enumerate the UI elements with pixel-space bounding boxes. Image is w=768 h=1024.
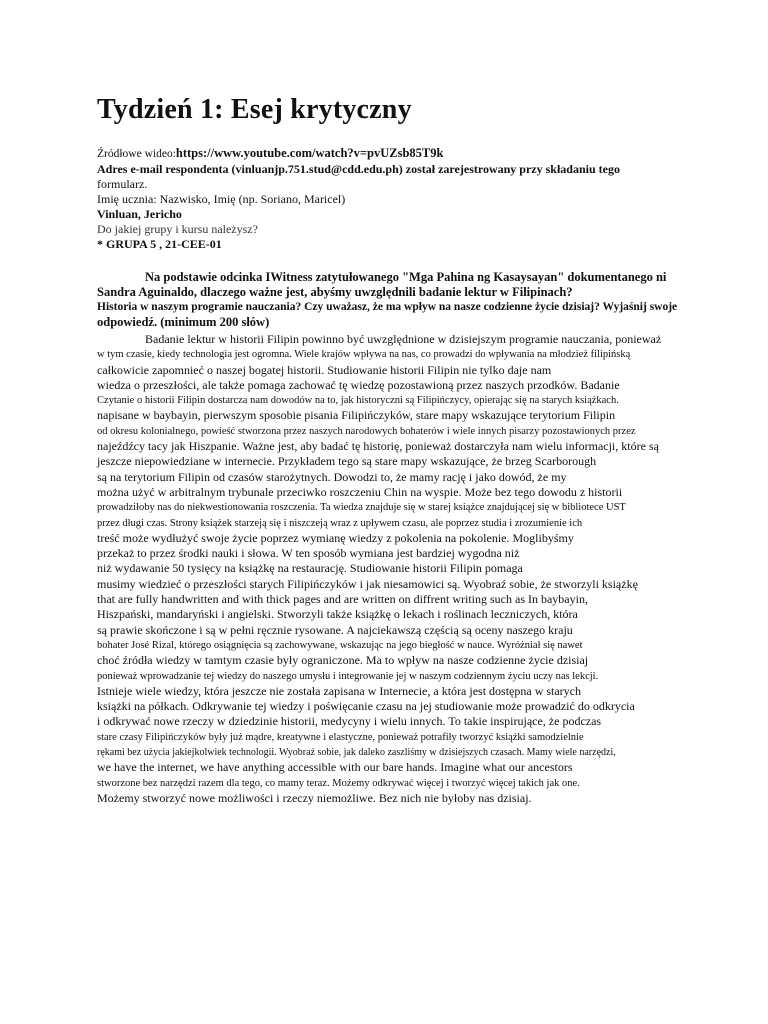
source-url-link[interactable]: https://www.youtube.com/watch?v=pvUZsb85T9k	[175, 146, 444, 160]
essay-question	[97, 270, 717, 330]
question-line: odpowiedź. (minimum 200 słów)	[97, 315, 270, 329]
name-value: Vinluan, Jericho	[97, 207, 182, 221]
page-title: Tydzień 1: Esej krytyczny	[97, 94, 412, 125]
essay-line: stare czasy Filipińczyków były już mądre, kreatywne i elastyczne, ponieważ potrafiły tworzyć książki samodzielnie	[97, 731, 584, 743]
essay-line: jeszcze niepowiedziane w internecie. Przykładem tego są stare mapy wskazujące, że brzeg Scarborough	[97, 454, 597, 469]
essay-line: prowadziłoby nas do niekwestionowania roszczenia. Ta wiedza znajduje się w starej książce znajdującej się w bibliotece UST	[97, 502, 626, 514]
name-prompt: Imię ucznia: Nazwisko, Imię (np. Soriano, Maricel)	[97, 192, 346, 206]
essay-line: można użyć w arbitralnym trybunale przeciwko roszczeniu Chin na wyspie. Może bez tego dowodu z historii	[97, 484, 623, 499]
source-label: Źródłowe wideo:	[97, 148, 176, 160]
form-meta	[97, 146, 717, 252]
essay-line: that are fully handwritten and with thick pages and are written on diffrent writing such as In baybayin,	[97, 592, 588, 607]
group-prompt: Do jakiej grupy i kursu należysz?	[97, 222, 258, 236]
essay-line: niż wydawanie 50 tysięcy na książkę na restaurację. Studiowanie historii Filipin pomaga	[97, 561, 523, 576]
essay-line: i odkrywać nowe rzeczy w dziedzinie historii, medycyny i wielu innych. To takie inspirujące, że podczas	[97, 714, 602, 729]
essay-line: wiedza o przeszłości, ale także pomaga zachować tę wiedzę pozostawioną przez naszych przodków. Badanie	[97, 377, 620, 392]
essay-line: książki na półkach. Odkrywanie tej wiedzy i poświęcanie czasu na jej studiowanie może prowadzić do odkrycia	[97, 699, 635, 714]
essay-line: od okresu kolonialnego, powieść stworzona przez naszych narodowych bohaterów i wiele innych pisarzy pozostawionych przez	[97, 425, 636, 437]
group-value: * GRUPA 5 , 21-CEE-01	[97, 237, 222, 251]
question-line: Na podstawie odcinka IWitness zatytułowanego "Mga Pahina ng Kasaysayan" dokumentanego ni	[145, 270, 667, 284]
essay-line: ponieważ wprowadzanie tej wiedzy do naszego umysłu i integrowanie jej w naszym codziennym życiu uczy nas lekcji.	[97, 670, 599, 682]
essay-line: we have the internet, we have anything accessible with our bare hands. Imagine what our ancestors	[97, 760, 573, 775]
email-notice: Adres e-mail respondenta (vinluanjp.751.stud@cdd.edu.ph) został zarejestrowany przy składaniu tego	[97, 162, 620, 176]
essay-line: przez długi czas. Strony książek starzeją się i niszczeją wraz z upływem czasu, ale poprzez studia i zrozumienie ich	[97, 517, 583, 529]
essay-line: w tym czasie, kiedy technologia jest ogromna. Wiele krajów wpływa na nas, co prowadzi do wpływania na młodzież filipińską	[97, 349, 631, 361]
essay-line: stworzone bez narzędzi razem dla tego, co mamy teraz. Możemy odkrywać więcej i tworzyć więcej takich jak one.	[97, 777, 580, 789]
essay-line: całkowicie zapomnieć o naszej bogatej historii. Studiowanie historii Filipin nie tylko daje nam	[97, 362, 552, 377]
essay-line: Hiszpański, mandaryński i angielski. Stworzyli także książkę o lekach i roślinach leczniczych, która	[97, 607, 578, 622]
email-notice-cont: formularz.	[97, 177, 148, 191]
essay-answer	[97, 332, 717, 806]
essay-line: bohater José Rizal, którego osiągnięcia są zachowywane, wskazując na jego biegłość w nauce. Wyróżniał się nawet	[97, 639, 583, 651]
essay-line: Czytanie o historii Filipin dostarcza nam dowodów na to, jak historyczni są Filipińczycy, opierając się na starych książkach.	[97, 395, 619, 407]
essay-line: Możemy stworzyć nowe możliwości i rzeczy niemożliwe. Bez nich nie byłoby nas dzisiaj.	[97, 790, 532, 805]
source-video-line	[97, 146, 717, 162]
essay-line: choć źródła wiedzy w tamtym czasie były ograniczone. Ma to wpływ na nasze codzienne życie dzisiaj	[97, 653, 589, 668]
essay-line: przekaż to przez środki nauki i słowa. W ten sposób wymiana jest bardziej wygodna niż	[97, 546, 520, 561]
essay-line: napisane w baybayin, pierwszym sposobie pisania Filipińczyków, stare mapy wskazujące terytorium Filipin	[97, 408, 616, 423]
document-page	[97, 94, 717, 806]
question-line: Sandra Aguinaldo, dlaczego ważne jest, abyśmy uwzględnili badanie lektur w Filipinach?	[97, 285, 573, 299]
essay-line: Istnieje wiele wiedzy, która jeszcze nie została zapisana w Internecie, a która jest dostępna w starych	[97, 683, 582, 698]
question-line: Historia w naszym programie nauczania? Czy uważasz, że ma wpływ na nasze codzienne życie dzisiaj? Wyjaśnij swoje	[97, 301, 678, 313]
essay-line: są na terytorium Filipin od czasów starożytnych. Dowodzi to, że mamy rację i jako dowód, że my	[97, 469, 567, 484]
essay-line: najeźdźcy tacy jak Hiszpanie. Ważne jest, aby badać tę historię, ponieważ dostarczyła nam wielu informacji, które są	[97, 439, 659, 454]
essay-line: Badanie lektur w historii Filipin powinno być uwzględnione w dzisiejszym programie nauczania, ponieważ	[145, 332, 662, 346]
essay-line: rękami bez użycia jakiejkolwiek technologii. Wyobraź sobie, jak daleko zaszliśmy w dzisiejszych czasach. Mamy wiele narzędzi,	[97, 747, 616, 759]
essay-line: są prawie skończone i są w pełni ręcznie rysowane. A najciekawszą częścią są oceny naszego kraju	[97, 622, 573, 637]
essay-line: treść może wydłużyć swoje życie poprzez wymianę wiedzy z pokolenia na pokolenie. Moglibyśmy	[97, 530, 574, 545]
essay-line: musimy wiedzieć o przeszłości starych Filipińczyków i jak niesamowici są. Wyobraź sobie, że stworzyli książkę	[97, 576, 638, 591]
